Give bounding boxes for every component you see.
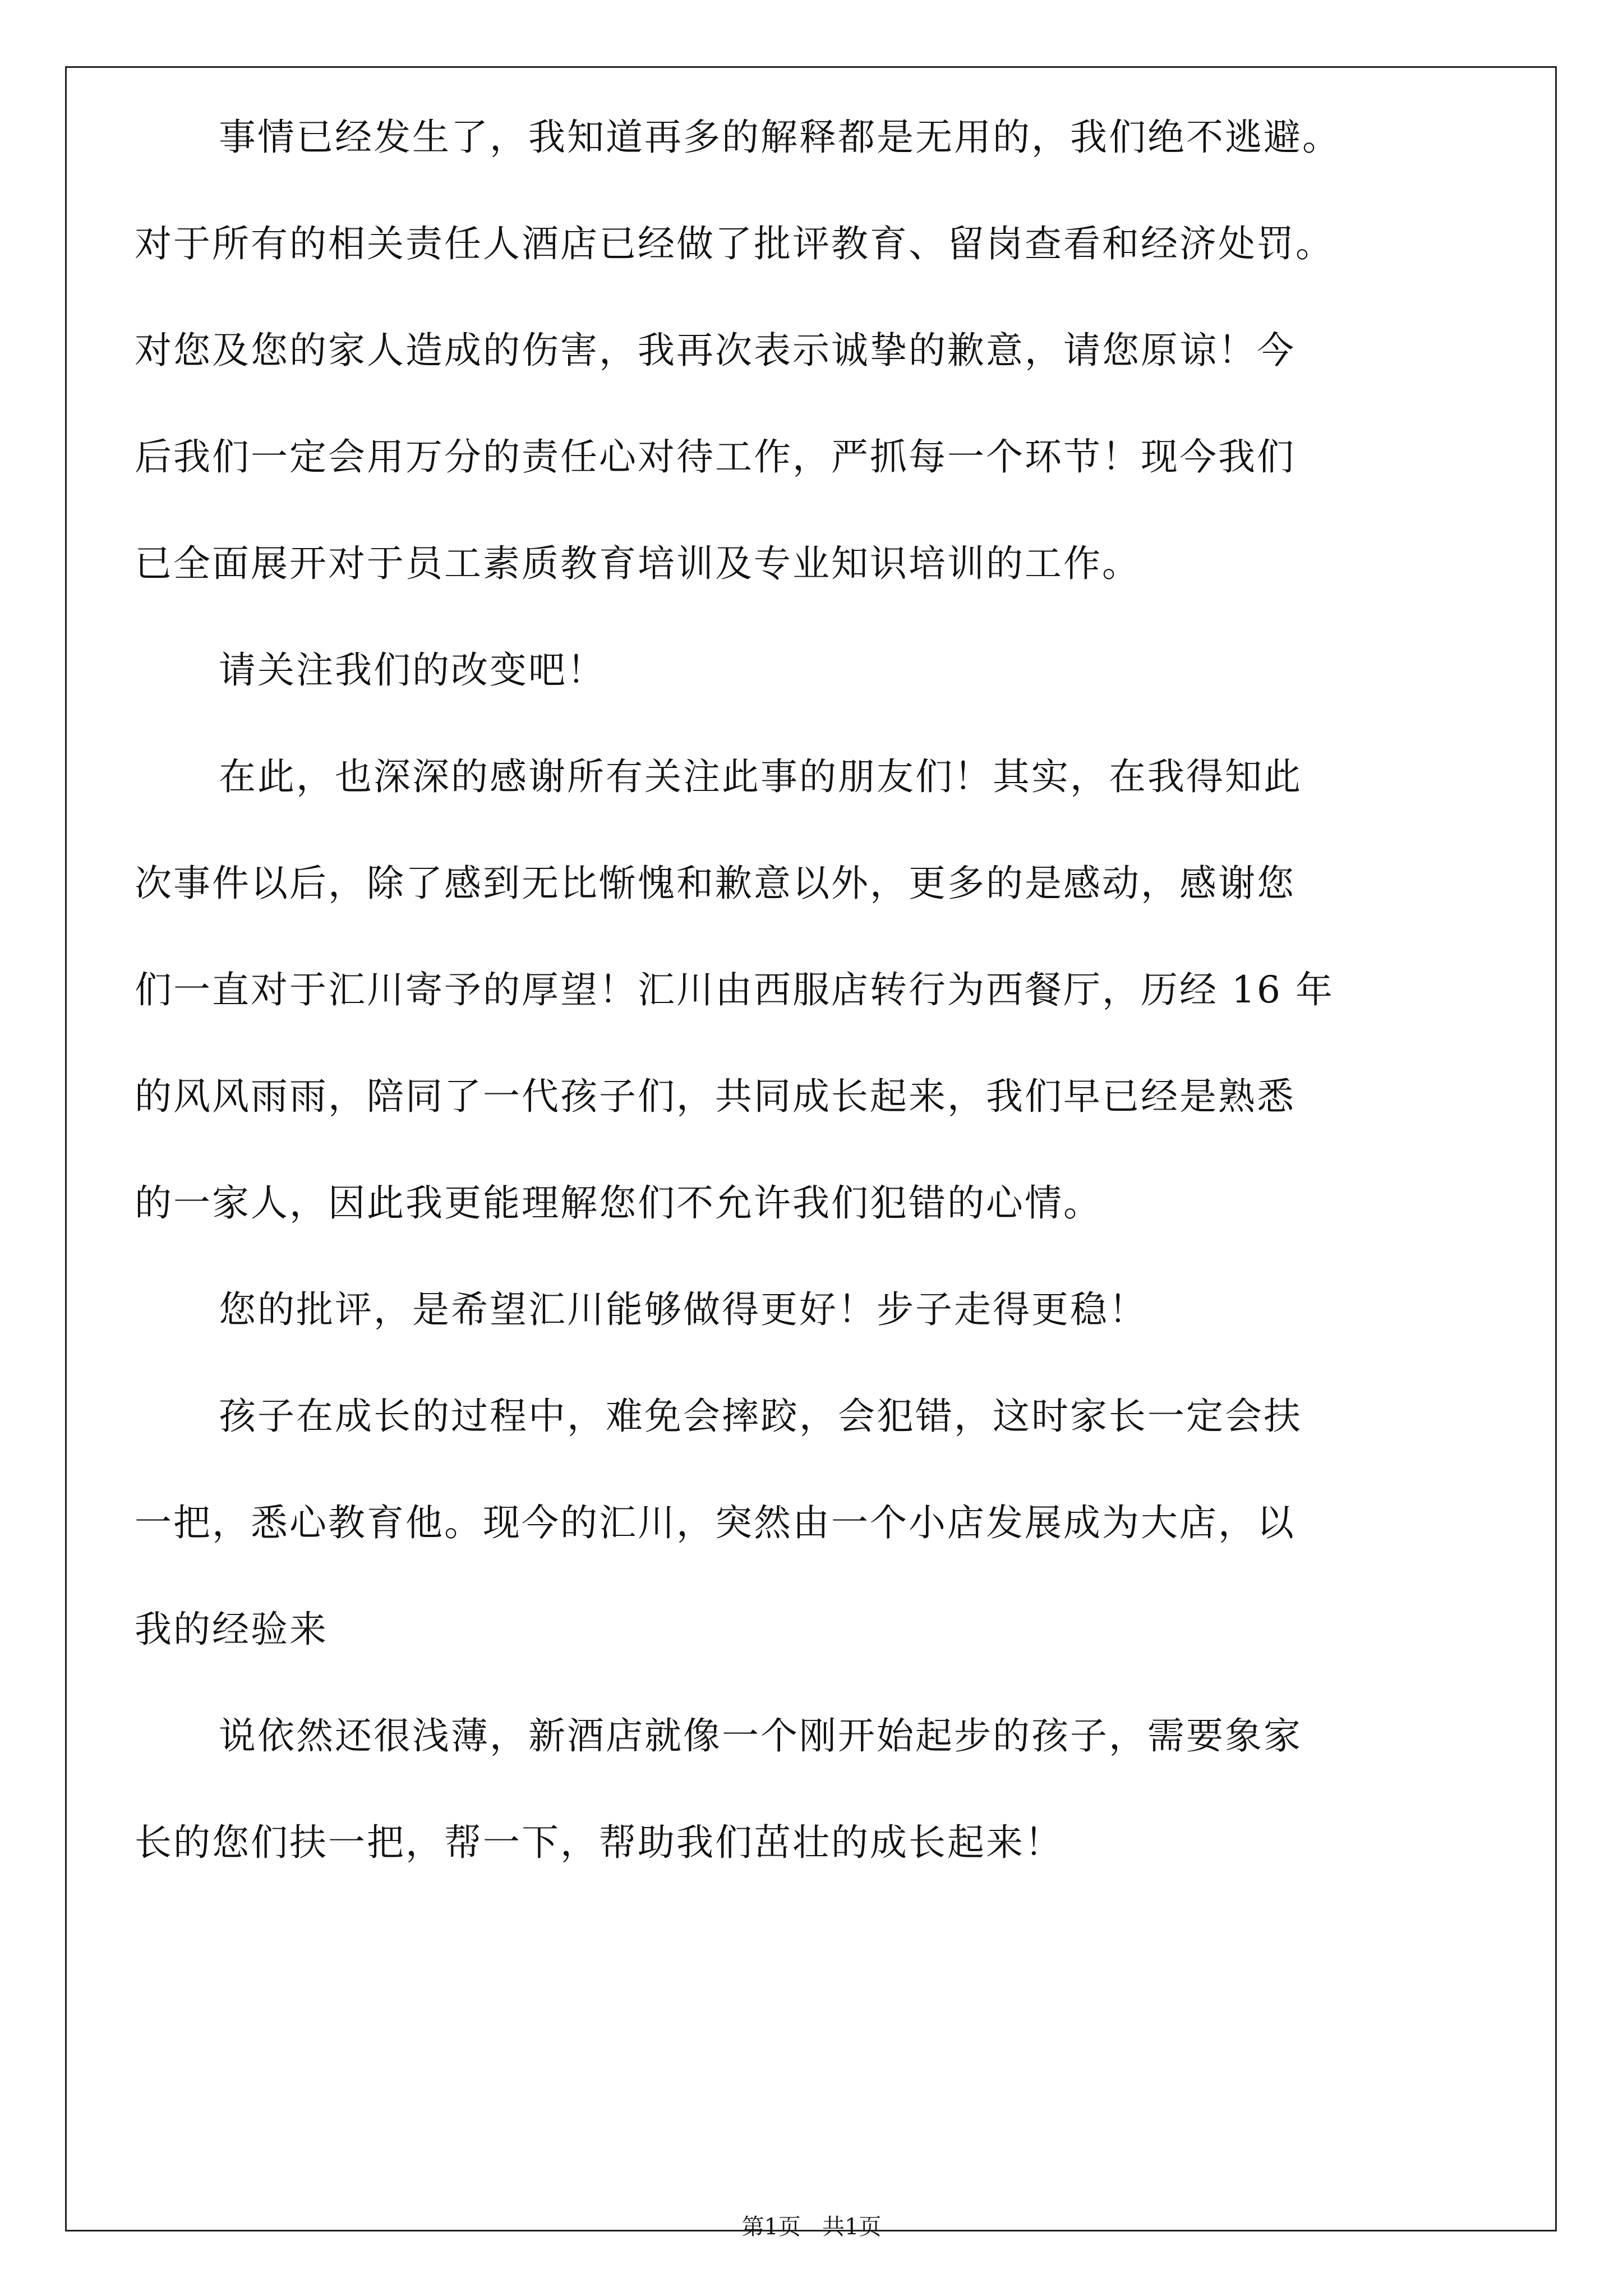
text-line: 对于所有的相关责任人酒店已经做了批评教育、留岗查看和经济处罚。 xyxy=(135,222,1334,265)
text-line: 事情已经发生了，我知道再多的解释都是无用的，我们绝不逃避。 xyxy=(219,116,1341,159)
text-line: 已全面展开对于员工素质教育培训及专业知识培训的工作。 xyxy=(135,542,1141,585)
text-line: 们一直对于汇川寄予的厚望！汇川由西服店转行为西餐厅，历经 16 年 xyxy=(135,968,1334,1011)
text-line: 一把，悉心教育他。现今的汇川，突然由一个小店发展成为大店，以 xyxy=(135,1501,1295,1544)
text-line: 我的经验来 xyxy=(135,1608,328,1651)
page-footer: 第1页 共1页 xyxy=(741,2214,882,2240)
document-body xyxy=(135,84,1402,1896)
text-line: 请关注我们的改变吧！ xyxy=(219,648,606,692)
text-line: 长的您们扶一把，帮一下，帮助我们茁壮的成长起来！ xyxy=(135,1821,1063,1864)
text-line: 在此，也深深的感谢所有关注此事的朋友们！其实，在我得知此 xyxy=(219,755,1302,798)
text-line: 说依然还很浅薄，新酒店就像一个刚开始起步的孩子，需要象家 xyxy=(219,1714,1302,1757)
text-line: 的一家人，因此我更能理解您们不允许我们犯错的心情。 xyxy=(135,1181,1102,1225)
text-line: 您的批评，是希望汇川能够做得更好！步子走得更稳！ xyxy=(219,1288,1147,1331)
text-line: 对您及您的家人造成的伤害，我再次表示诚挚的歉意，请您原谅！今 xyxy=(135,329,1295,372)
text-line: 的风风雨雨，陪同了一代孩子们，共同成长起来，我们早已经是熟悉 xyxy=(135,1075,1295,1118)
text-line: 孩子在成长的过程中，难免会摔跤，会犯错，这时家长一定会扶 xyxy=(219,1395,1302,1438)
text-line: 后我们一定会用万分的责任心对待工作，严抓每一个环节！现今我们 xyxy=(135,435,1295,478)
text-line: 次事件以后，除了感到无比惭愧和歉意以外，更多的是感动，感谢您 xyxy=(135,862,1295,905)
